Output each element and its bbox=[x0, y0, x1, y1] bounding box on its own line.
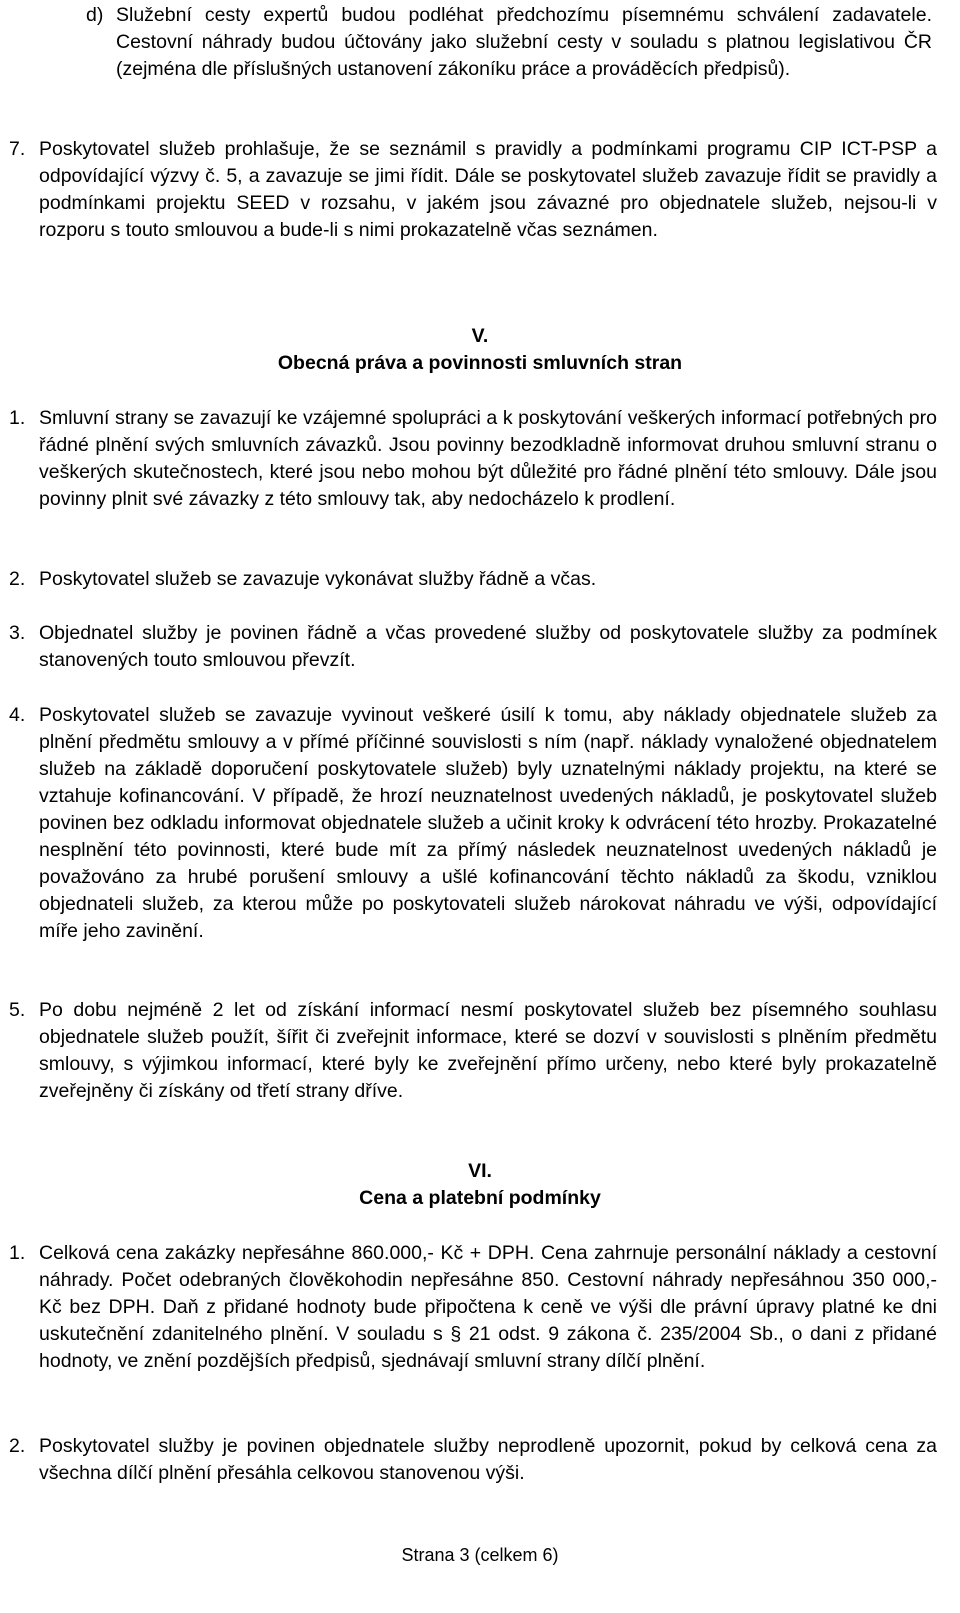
list-item-text: Po dobu nejméně 2 let od získání informací nesmí poskytovatel služeb bez písemného souhlasu objednatele služeb použít, šířit či zveřejnit informace, které se dozví v souvislosti s plněním předmětu smlouvy, s výjimkou informací, které byly ke zveřejnění přímo určeny, nebo které byly prokazatelně zveřejněny či získány od třetí strany dříve. bbox=[39, 999, 937, 1102]
list-item-number: 1. bbox=[9, 407, 26, 429]
list-item-text: Služební cesty expertů budou podléhat předchozímu písemnému schválení zadavatele. Cestovní náhrady budou účtovány jako služební cesty v souladu s platnou legislativou ČR (zejména dle příslušných ustanovení zákoníku práce a prováděcích předpisů). bbox=[116, 4, 932, 80]
list-item-d bbox=[86, 2, 932, 83]
section-vi-item-2 bbox=[9, 1433, 937, 1487]
list-item-text: Poskytovatel služeb prohlašuje, že se seznámil s pravidly a podmínkami programu CIP ICT-PSP a odpovídající výzvy č. 5, a zavazuje se jimi řídit. Dále se poskytovatel služeb zavazuje řídit se pravidly a podmínkami projektu SEED v rozsahu, v jakém jsou závazné pro objednatele služeb, nejsou-li v rozporu s touto smlouvou a bude-li s nimi prokazatelně včas seznámen. bbox=[39, 138, 937, 241]
list-item-number: 1. bbox=[9, 1242, 26, 1264]
list-item-number: d) bbox=[86, 4, 104, 26]
section-v-item-4 bbox=[9, 702, 937, 945]
section-v-item-3 bbox=[9, 620, 937, 674]
list-item-text: Poskytovatel služeb se zavazuje vykonávat služby řádně a včas. bbox=[39, 568, 597, 590]
section-vi-title: Cena a platební podmínky bbox=[359, 1187, 601, 1209]
page-footer: Strana 3 (celkem 6) bbox=[401, 1545, 559, 1565]
list-item-text: Smluvní strany se zavazují ke vzájemné spolupráci a k poskytování veškerých informací potřebných pro řádné plnění svých smluvních závazků. Jsou povinny bezodkladně informovat druhou smluvní stranu o veškerých skutečnostech, které jsou nebo mohou být důležité pro řádné plnění této smlouvy. Dále jsou povinny plnit své závazky z této smlouvy tak, aby nedocházelo k prodlení. bbox=[39, 407, 937, 510]
section-v-item-2 bbox=[9, 566, 937, 593]
list-item-7 bbox=[9, 136, 937, 244]
list-item-text: Objednatel služby je povinen řádně a včas provedené služby od poskytovatele služby za podmínek stanovených touto smlouvou převzít. bbox=[39, 622, 937, 671]
list-item-number: 2. bbox=[9, 568, 26, 590]
section-vi-numeral: VI. bbox=[468, 1160, 492, 1182]
list-item-number: 2. bbox=[9, 1435, 26, 1457]
section-v-numeral: V. bbox=[471, 325, 489, 347]
section-v-item-5 bbox=[9, 997, 937, 1105]
section-vi-item-1 bbox=[9, 1240, 937, 1375]
list-item-number: 5. bbox=[9, 999, 26, 1021]
list-item-text: Poskytovatel služby je povinen objednatele služby neprodleně upozornit, pokud by celková cena za všechna dílčí plnění přesáhla celkovou stanovenou výši. bbox=[39, 1435, 937, 1484]
list-item-number: 7. bbox=[9, 138, 26, 160]
section-v-title: Obecná práva a povinnosti smluvních stran bbox=[277, 352, 683, 374]
section-v-item-1 bbox=[9, 405, 937, 513]
list-item-number: 3. bbox=[9, 622, 26, 644]
list-item-text: Poskytovatel služeb se zavazuje vyvinout veškeré úsilí k tomu, aby náklady objednatele služeb za plnění předmětu smlouvy a v přímé příčinné souvislosti s ním (např. náklady vynaložené objednatelem služeb na základě doporučení poskytovatele služeb) byly uznatelnými náklady projektu, na které se vztahuje kofinancování. V případě, že hrozí neuznatelnost uvedených nákladů, je poskytovatel služeb povinen bez odkladu informovat objednatele služeb a učinit kroky k odvrácení této hrozby. Prokazatelné nesplnění této povinnosti, které bude mít za přímý následek neuznatelnost uvedených nákladů je považováno za hrubé porušení smlouvy a ušlé kofinancování těchto nákladů za škodu, vzniklou objednateli služeb, za kterou může po poskytovateli služeb nárokovat náhradu ve výši, odpovídající míře jeho zavinění. bbox=[39, 704, 937, 942]
list-item-number: 4. bbox=[9, 704, 26, 726]
list-item-text: Celková cena zakázky nepřesáhne 860.000,- Kč + DPH. Cena zahrnuje personální náklady a cestovní náhrady. Počet odebraných člověkohodin nepřesáhne 850. Cestovní náhrady nepřesáhnou 350 000,- Kč bez DPH. Daň z přidané hodnoty bude připočtena k ceně ve výši dle právní úpravy platné ke dni uskutečnění zdanitelného plnění. V souladu s § 21 odst. 9 zákona č. 235/2004 Sb., o dani z přidané hodnoty, ve znění pozdějších předpisů, sjednávají smluvní strany dílčí plnění. bbox=[39, 1242, 937, 1372]
